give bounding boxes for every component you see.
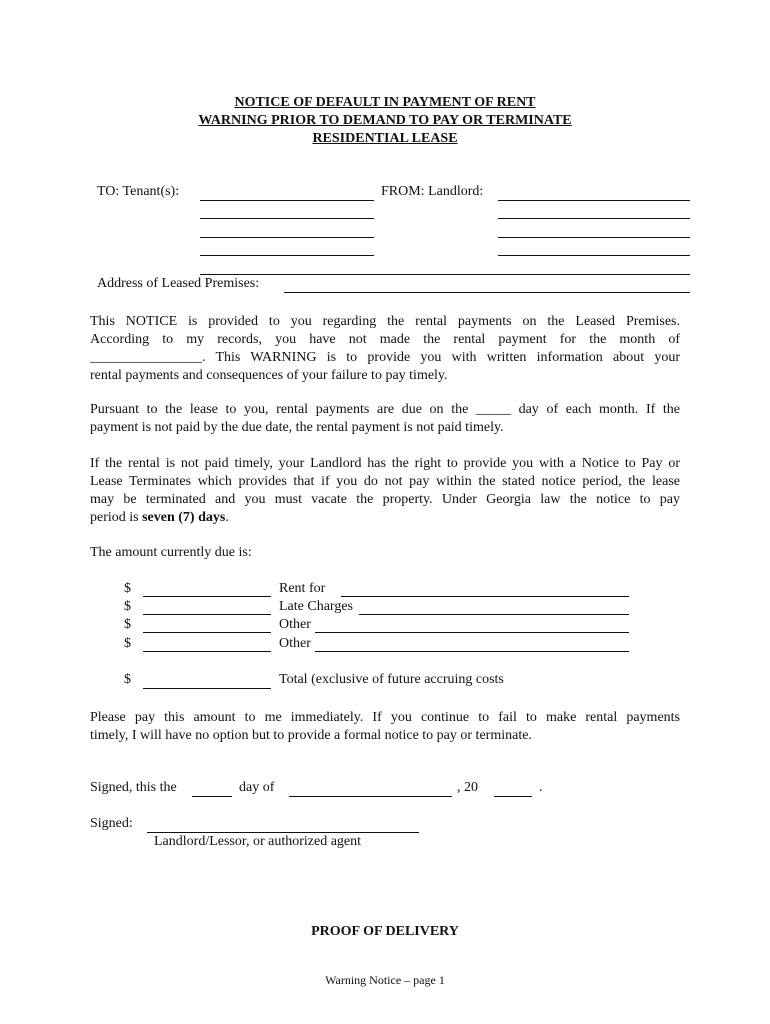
- late-charges-blank[interactable]: [359, 614, 629, 615]
- signature-label: Signed:: [90, 816, 133, 831]
- tenant-name-line-3[interactable]: [200, 237, 374, 238]
- amount-heading: The amount currently due is:: [90, 545, 252, 560]
- signed-year-prefix: , 20: [457, 780, 478, 795]
- paragraph-landlord-rights: [90, 455, 680, 527]
- signed-date-end: .: [539, 780, 543, 795]
- paragraph-line: timely, I will have no option but to provide a formal notice to pay or terminate.: [90, 728, 532, 743]
- paragraph-line: period is seven (7) days.: [90, 510, 229, 525]
- rent-for-blank[interactable]: [341, 596, 629, 597]
- tenant-name-line-1[interactable]: [200, 200, 374, 201]
- total-label: Total (exclusive of future accruing costs: [279, 672, 504, 687]
- paragraph-line: payment is not paid by the due date, the rental payment is not paid timely.: [90, 420, 504, 435]
- signature-caption: Landlord/Lessor, or authorized agent: [154, 834, 362, 849]
- address-line[interactable]: [284, 292, 690, 293]
- paragraph-line: Lease Terminates which provides that if you do not pay within the stated notice period, the lease: [90, 474, 680, 489]
- paragraph-notice-intro: [90, 313, 680, 385]
- due-day-blank[interactable]: _____: [475, 402, 511, 417]
- paragraph-line: may be terminated and you must vacate the property. Under Georgia law the notice to pay: [90, 492, 680, 507]
- month-blank[interactable]: ________________: [90, 350, 202, 365]
- rent-label: Rent for: [279, 581, 326, 596]
- paragraph-due-date: [90, 401, 680, 437]
- paragraph-payment-demand: [90, 709, 680, 745]
- tenant-name-line-4[interactable]: [200, 255, 374, 256]
- paragraph-line: rental payments and consequences of your failure to pay timely.: [90, 368, 448, 383]
- dollar-sign: $: [124, 581, 131, 596]
- notice-period: seven (7) days: [142, 510, 226, 525]
- landlord-name-line-1[interactable]: [498, 200, 690, 201]
- signed-day-of: day of: [239, 780, 275, 795]
- dollar-sign: $: [124, 599, 131, 614]
- late-charges-amount-blank[interactable]: [143, 614, 271, 615]
- late-charges-label: Late Charges: [279, 599, 353, 614]
- page-footer: Warning Notice – page 1: [325, 973, 445, 987]
- other-label-1: Other: [279, 617, 311, 632]
- landlord-name-line-4[interactable]: [498, 255, 690, 256]
- tenant-name-line-2[interactable]: [200, 218, 374, 219]
- proof-of-delivery-heading: PROOF OF DELIVERY: [311, 924, 459, 939]
- dollar-sign: $: [124, 617, 131, 632]
- landlord-name-line-3[interactable]: [498, 237, 690, 238]
- address-line-upper[interactable]: [200, 274, 690, 275]
- notice-title-line-1: NOTICE OF DEFAULT IN PAYMENT OF RENT: [234, 95, 536, 110]
- rent-amount-blank[interactable]: [143, 596, 271, 597]
- dollar-sign: $: [124, 672, 131, 687]
- signed-date-prefix: Signed, this the: [90, 780, 177, 795]
- landlord-name-line-2[interactable]: [498, 218, 690, 219]
- paragraph-line: Please pay this amount to me immediately. If you continue to fail to make rental payments: [90, 710, 680, 725]
- other-amount-blank-2[interactable]: [143, 651, 271, 652]
- signed-day-blank[interactable]: [192, 796, 232, 797]
- tenant-label: TO: Tenant(s):: [97, 184, 180, 199]
- total-amount-blank[interactable]: [143, 688, 271, 689]
- signature-line[interactable]: [147, 832, 419, 833]
- paragraph-line: This NOTICE is provided to you regarding the rental payments on the Leased Premises.: [90, 314, 680, 329]
- paragraph-line: If the rental is not paid timely, your Landlord has the right to provide you with a Notice to Pay or: [90, 456, 680, 471]
- other-label-2: Other: [279, 636, 311, 651]
- other-description-blank-1[interactable]: [315, 632, 629, 633]
- dollar-sign: $: [124, 636, 131, 651]
- paragraph-line: Pursuant to the lease to you, rental payments are due on the _____ day of each month. If the: [90, 402, 681, 417]
- signed-year-blank[interactable]: [494, 796, 532, 797]
- signed-month-blank[interactable]: [289, 796, 452, 797]
- paragraph-line: According to my records, you have not made the rental payment for the month of: [90, 332, 680, 347]
- paragraph-line: ________________. This WARNING is to provide you with written information about your: [90, 350, 680, 365]
- other-description-blank-2[interactable]: [315, 651, 629, 652]
- notice-title-line-3: RESIDENTIAL LEASE: [312, 131, 458, 146]
- other-amount-blank-1[interactable]: [143, 632, 271, 633]
- notice-title-line-2: WARNING PRIOR TO DEMAND TO PAY OR TERMINATE: [198, 113, 572, 128]
- landlord-label: FROM: Landlord:: [381, 184, 484, 199]
- address-label: Address of Leased Premises:: [97, 276, 260, 291]
